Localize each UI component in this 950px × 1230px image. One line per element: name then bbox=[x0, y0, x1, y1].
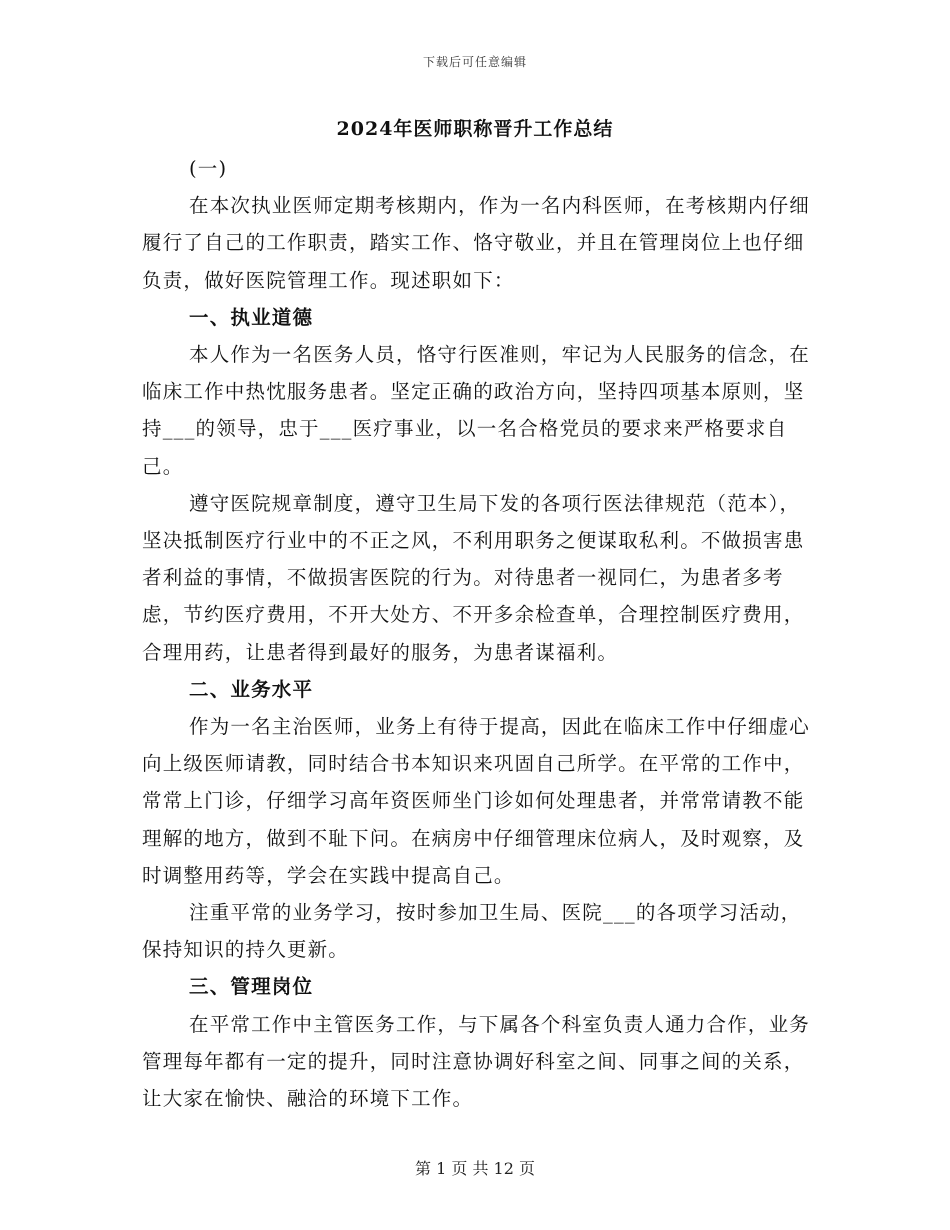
body-paragraph: 在平常工作中主管医务工作，与下属各个科室负责人通力合作，业务管理每年都有一定的提升，同时注意协调好科室之间、同事之间的关系，让大家在愉快、融洽的环境下工作。 bbox=[142, 1012, 811, 1111]
body-paragraph: 在本次执业医师定期考核期内，作为一名内科医师，在考核期内仔细履行了自己的工作职责，踏实工作、恪守敬业，并且在管理岗位上也仔细负责，做好医院管理工作。现述职如下： bbox=[142, 194, 811, 292]
body-paragraph: 遵守医院规章制度，遵守卫生局下发的各项行医法律规范（范本），坚决抵制医疗行业中的不正之风，不利用职务之便谋取私利。不做损害患者利益的事情，不做损害医院的行为。对待患者一视同仁，为患者多考虑，节约医疗费用，不开大处方、不开多余检查单，合理控制医疗费用，合理用药，让患者得到最好的服务，为患者谋福利。 bbox=[142, 491, 805, 664]
document-title: 2024年医师职称晋升工作总结 bbox=[336, 118, 614, 140]
body-paragraph: 注重平常的业务学习，按时参加卫生局、医院___的各项学习活动，保持知识的持久更新。 bbox=[142, 901, 802, 962]
body-paragraph: 作为一名主治医师，业务上有待于提高，因此在临床工作中仔细虚心向上级医师请教，同时结合书本知识来巩固自己所学。在平常的工作中，常常上门诊，仔细学习高年资医师坐门诊如何处理患者，并常常请教不能理解的地方，做到不耻下问。在病房中仔细管理床位病人，及时观察，及时调整用药等，学会在实践中提高自己。 bbox=[142, 715, 811, 887]
body-paragraph: 本人作为一名医务人员，恪守行医准则，牢记为人民服务的信念，在临床工作中热忱服务患者。坚定正确的政治方向，坚持四项基本原则，坚持___的领导，忠于___医疗事业，以一名合格党员的要求来严格要求自己。 bbox=[142, 343, 811, 478]
section-heading: 一、执业道德 bbox=[189, 305, 314, 329]
section-label: (一) bbox=[189, 157, 228, 180]
section-heading: 三、管理岗位 bbox=[189, 975, 314, 999]
document-body bbox=[142, 150, 810, 1117]
section-heading: 二、业务水平 bbox=[189, 677, 314, 701]
page-footer: 第 1 页 共 12 页 bbox=[415, 1159, 535, 1178]
header-note: 下载后可任意编辑 bbox=[422, 55, 527, 69]
